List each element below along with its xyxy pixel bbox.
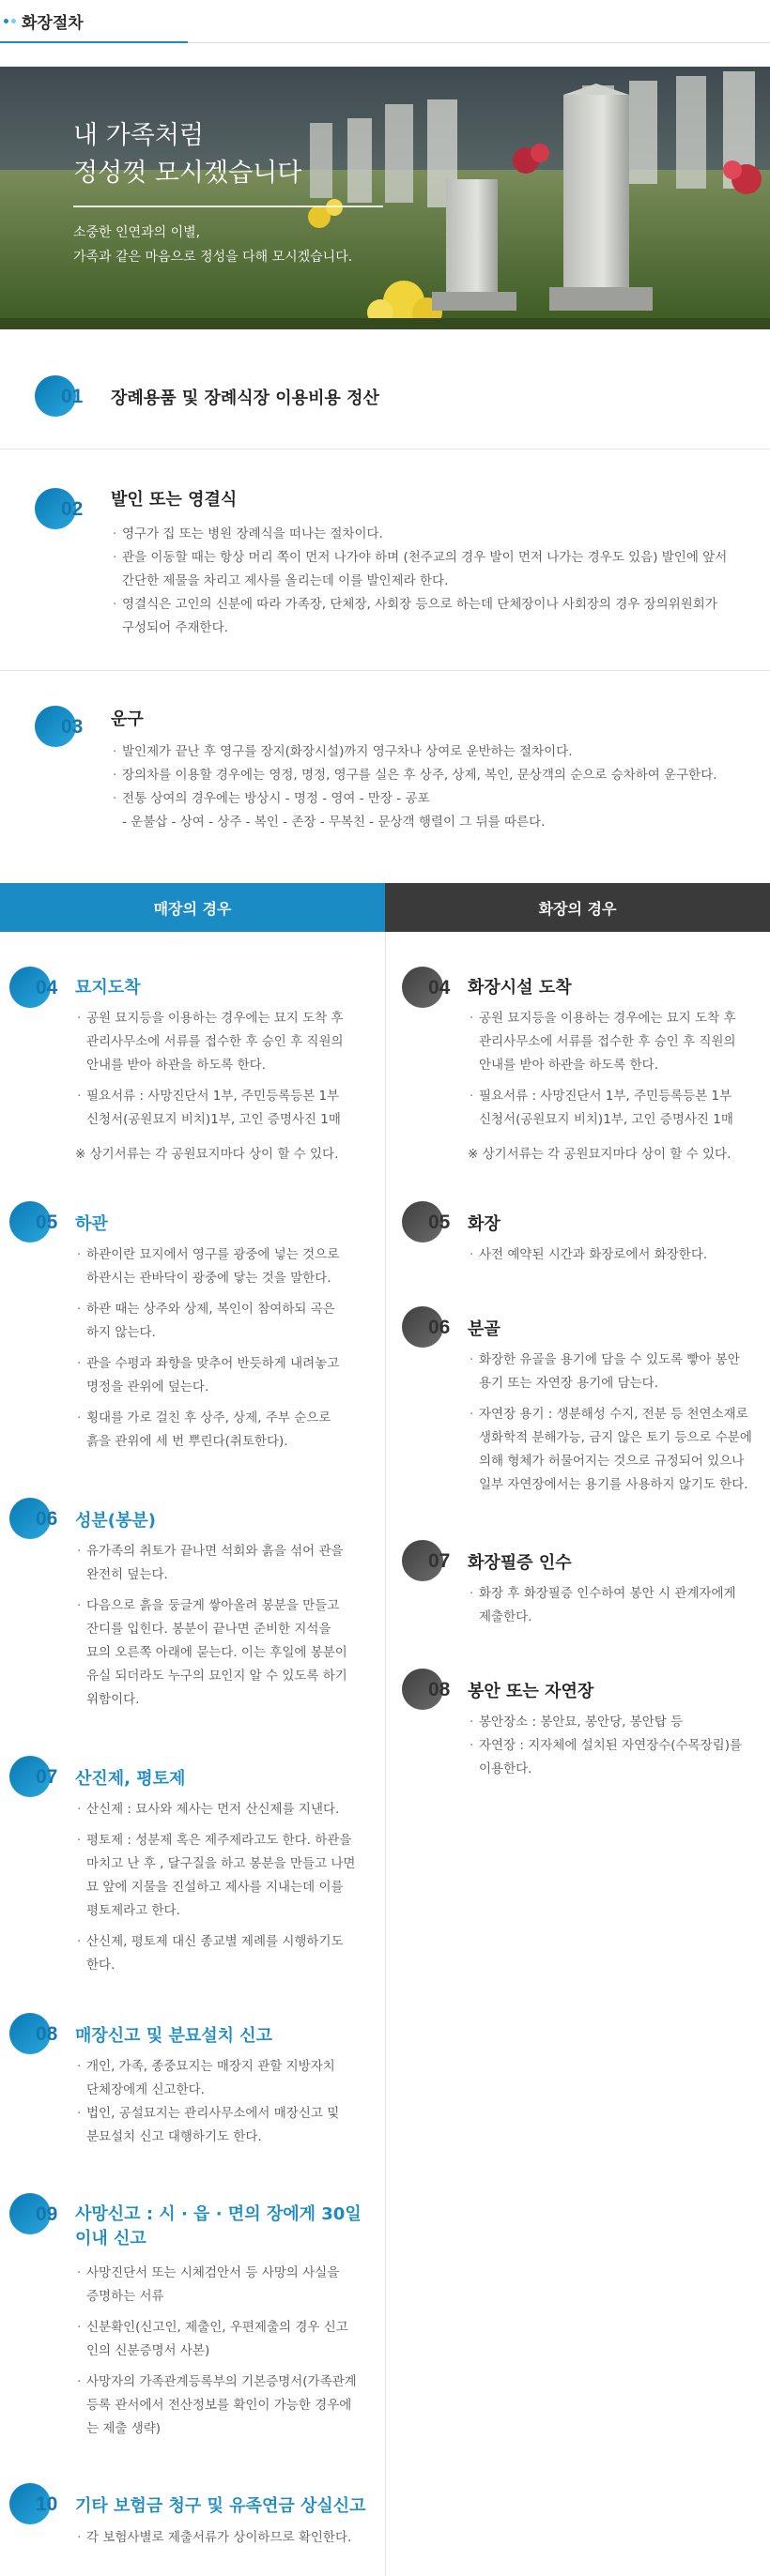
- list-item: · 횡대를 가로 걸친 후 상주, 상제, 주부 순으로: [75, 1407, 376, 1430]
- step-title: 장례용품 및 장례식장 이용비용 정산: [111, 389, 379, 408]
- list-item: · 화장한 유골을 용기에 담을 수 있도록 빻아 봉안: [468, 1349, 763, 1372]
- list-item: · 유가족의 취토가 끝나면 석회와 흙을 섞어 관을: [75, 1540, 376, 1563]
- list-item: 간단한 제물을 차리고 제사를 올리는데 이를 발인제라 한다.: [122, 573, 449, 588]
- list-item: · 필요서류 : 사망진단서 1부, 주민등록등본 1부: [468, 1085, 763, 1108]
- list-item: 분묘설치 신고 대행하기도 한다.: [86, 2129, 262, 2144]
- step-number-badge: 05: [9, 1201, 51, 1242]
- list-item: 관리사무소에 서류를 접수한 후 승인 후 직원의: [86, 1034, 344, 1049]
- list-item: · 사망진단서 또는 시체검안서 등 사망의 사실을: [75, 2262, 376, 2285]
- step-title: 매장신고 및 분묘설치 신고: [75, 2026, 273, 2046]
- list-item: 등록 관서에서 전산정보를 확인이 가능한 경우에: [86, 2398, 352, 2413]
- list-item: 평토제라고 한다.: [86, 1903, 180, 1918]
- section-divider: [0, 670, 770, 671]
- list-item: · 영구가 집 또는 병원 장례식을 떠나는 절차이다.: [111, 523, 749, 546]
- step-number-badge: 05: [402, 1201, 443, 1242]
- list-item: · 영결식은 고인의 신분에 따라 가족장, 단체장, 사회장 등으로 하는데 단체장이나 사회장의 경우 장의위원회가: [111, 593, 749, 617]
- step-title: 화장시설 도착: [468, 978, 572, 998]
- list-item: 의해 형체가 허물어지는 것으로 규정되어 있으나: [479, 1454, 745, 1469]
- list-item: · 관을 수평과 좌향을 맞추어 반듯하게 내려놓고: [75, 1352, 376, 1376]
- step-title: [75, 2203, 362, 2251]
- list-item: 관리사무소에 서류를 접수한 후 승인 후 직원의: [479, 1034, 736, 1049]
- step-detail-list: [468, 1582, 763, 1629]
- step-number-badge: 08: [9, 2013, 51, 2054]
- step-detail-list: [75, 2262, 376, 2441]
- hero-title: [73, 117, 301, 192]
- list-item: 이용한다.: [479, 1761, 532, 1776]
- list-item: · 신분확인(신고인, 제출인, 우편제출의 경우 신고: [75, 2316, 376, 2340]
- step-detail-list: [111, 523, 749, 640]
- list-item: · 평토제 : 성분제 혹은 제주제라고도 한다. 하관을: [75, 1829, 376, 1852]
- list-item: 위함이다.: [86, 1692, 140, 1707]
- list-item: · 자연장 : 지자체에 설치된 자연장수(수목장림)를: [468, 1734, 763, 1758]
- list-item: 하지 않는다.: [86, 1325, 156, 1340]
- list-item: · 각 보험사별로 제출서류가 상이하므로 확인한다.: [75, 2526, 376, 2550]
- list-item: 잔디를 입힌다. 봉분이 끝나면 준비한 지석을: [86, 1622, 331, 1637]
- list-item: 용기 또는 자연장 용기에 담는다.: [479, 1376, 658, 1391]
- step-title: 성분(봉분): [75, 1511, 157, 1531]
- list-item: 일부 자연장에서는 용기를 사용하지 않기도 한다.: [479, 1477, 748, 1492]
- list-item: 신청서(공원묘지 비치)1부, 고인 증명사진 1매: [86, 1112, 341, 1127]
- list-item: · 필요서류 : 사망진단서 1부, 주민등록등본 1부: [75, 1085, 376, 1108]
- step-detail-list: [75, 2526, 376, 2550]
- list-item: 증명하는 서류: [86, 2289, 164, 2304]
- tab-burial[interactable]: 매장의 경우: [0, 883, 385, 932]
- note-text: ※ 상기서류는 각 공원묘지마다 상이 할 수 있다.: [75, 1147, 339, 1162]
- step-title: 발인 또는 영결식: [111, 490, 238, 510]
- list-item: 인의 신분증명서 사본): [86, 2343, 210, 2358]
- step-detail-list: [468, 1007, 763, 1132]
- list-item: 명정을 관위에 덮는다.: [86, 1379, 209, 1395]
- list-item: 하관시는 관바닥이 광중에 닿는 것을 말한다.: [86, 1271, 331, 1286]
- list-item: · 개인, 가족, 종중묘지는 매장지 관할 지방자치: [75, 2055, 376, 2079]
- step-title: 분골: [468, 1319, 500, 1339]
- step-number-badge: 07: [402, 1540, 443, 1581]
- step-detail-list: [468, 1349, 763, 1497]
- step-title: 하관: [75, 1214, 108, 1234]
- list-item: · 관을 이동할 때는 항상 머리 쪽이 먼저 나가야 하며 (천주교의 경우 발이 먼저 나가는 경우도 있음) 발인에 앞서: [111, 546, 749, 570]
- cemetery-photo: [0, 67, 770, 329]
- list-item: 는 제출 생략): [86, 2421, 162, 2436]
- list-item: 마치고 난 후 , 달구질을 하고 봉분을 만들고 나면: [86, 1856, 356, 1871]
- step-number-badge: 07: [9, 1756, 51, 1797]
- hero-description: [73, 221, 352, 269]
- column-divider: [385, 932, 386, 2576]
- hero-title-line: 내 가족처럼: [73, 121, 204, 150]
- step-number-badge: 08: [402, 1669, 443, 1710]
- step-detail-list: [75, 2055, 376, 2149]
- list-item: · 봉안장소 : 봉안묘, 봉안당, 봉안탑 등: [468, 1711, 763, 1734]
- list-item: · 다음으로 흙을 둥글게 쌓아올려 봉분을 만들고: [75, 1594, 376, 1618]
- list-item: · 발인제가 끝난 후 영구를 장지(화장시설)까지 영구차나 상여로 운반하는 절차이다.: [111, 740, 759, 764]
- list-item: 묘의 오른쪽 아래에 묻는다. 이는 후일에 봉분이: [86, 1645, 347, 1660]
- step-detail-list: [75, 1243, 376, 1454]
- step-number-badge: 01: [35, 375, 76, 417]
- list-item: · 법인, 공설묘지는 관리사무소에서 매장신고 및: [75, 2102, 376, 2126]
- note-text: ※ 상기서류는 각 공원묘지마다 상이 할 수 있다.: [468, 1147, 732, 1162]
- hero-desc-line: 소중한 인연과의 이별,: [73, 225, 201, 240]
- list-item: 완전히 덮는다.: [86, 1567, 168, 1582]
- list-item: 한다.: [86, 1958, 116, 1973]
- list-item: · 공원 묘지등을 이용하는 경우에는 묘지 도착 후: [75, 1007, 376, 1030]
- step-title: 화장: [468, 1214, 500, 1234]
- list-item: · 산신제, 평토제 대신 종교별 제례를 시행하기도: [75, 1930, 376, 1954]
- step-title-line: 이내 신고: [75, 2229, 146, 2248]
- tab-dots-icon: [4, 19, 16, 23]
- list-item: · 사전 예약된 시간과 화장로에서 화장한다.: [468, 1243, 763, 1267]
- step-title-line: 사망신고 : 시 · 읍 · 면의 장에게 30일: [75, 2204, 362, 2224]
- list-item: 묘 앞에 지물을 진설하고 제사를 지내는데 이를: [86, 1880, 344, 1895]
- hero-divider: [73, 206, 383, 207]
- section-divider: [0, 449, 770, 450]
- step-number-badge: 02: [35, 488, 76, 529]
- list-item: 신청서(공원묘지 비치)1부, 고인 증명사진 1매: [479, 1112, 733, 1127]
- list-item: - 운불삽 - 상여 - 상주 - 복인 - 존장 - 무복친 - 문상객 행렬이 그 뒤를 따른다.: [122, 815, 546, 830]
- list-item: · 산신제 : 묘사와 제사는 먼저 산신제를 지낸다.: [75, 1798, 376, 1821]
- step-title: 봉안 또는 자연장: [468, 1682, 594, 1701]
- step-detail-list: [75, 1540, 376, 1712]
- list-item: · 화장 후 화장필증 인수하여 봉안 시 관계자에게: [468, 1582, 763, 1606]
- list-item: · 전통 상여의 경우에는 방상시 - 명정 - 영여 - 만장 - 공포: [111, 787, 759, 811]
- step-detail-list: [468, 1243, 763, 1267]
- tab-cremation-procedure[interactable]: [0, 0, 188, 43]
- list-item: 생화학적 분해가능, 금지 않은 토기 등으로 수분에: [479, 1430, 752, 1445]
- step-detail-list: [468, 1711, 763, 1781]
- list-item: 구성되어 주재한다.: [122, 620, 228, 635]
- hero-title-line: 정성껏 모시겠습니다: [73, 159, 302, 188]
- step-title: 묘지도착: [75, 978, 141, 998]
- step-number-badge: 04: [402, 967, 443, 1008]
- step-number-badge: 09: [9, 2193, 51, 2234]
- list-item: 제출한다.: [479, 1609, 532, 1624]
- list-item: 흙을 관위에 세 번 뿌린다(취토한다).: [86, 1434, 288, 1449]
- step-title: 산진제, 평토제: [75, 1769, 186, 1789]
- list-item: 안내를 받아 하관을 하도록 한다.: [479, 1058, 658, 1073]
- tab-cremation[interactable]: 화장의 경우: [385, 883, 770, 932]
- step-number-badge: 06: [9, 1498, 51, 1539]
- tab-label: 화장절차: [22, 13, 84, 33]
- step-number-badge: 04: [9, 967, 51, 1008]
- step-detail-list: [75, 1007, 376, 1132]
- list-item: · 사망자의 가족관계등록부의 기본증명서(가족관계: [75, 2370, 376, 2394]
- step-number-badge: 06: [402, 1306, 443, 1348]
- list-item: 안내를 받아 하관을 하도록 한다.: [86, 1058, 266, 1073]
- list-item: · 자연장 용기 : 생분해성 수지, 전분 등 천연소재로: [468, 1403, 763, 1426]
- list-item: 단체장에게 신고한다.: [86, 2082, 205, 2097]
- step-title: 기타 보험금 청구 및 유족연금 상실신고: [75, 2496, 366, 2516]
- step-detail-list: [75, 1798, 376, 1977]
- step-number-badge: 03: [35, 706, 76, 747]
- hero-desc-line: 가족과 같은 마음으로 정성을 다해 모시겠습니다.: [73, 250, 353, 265]
- hero-banner: [0, 67, 770, 329]
- step-detail-list: [111, 740, 759, 834]
- step-number-badge: 10: [9, 2483, 51, 2524]
- list-item: · 하관 때는 상주와 상제, 복인이 참여하되 곡은: [75, 1298, 376, 1321]
- list-item: · 하관이란 묘지에서 영구를 광중에 넣는 것으로: [75, 1243, 376, 1267]
- step-title: 운구: [111, 709, 144, 729]
- step-title: 화장필증 인수: [468, 1553, 572, 1573]
- list-item: · 공원 묘지등을 이용하는 경우에는 묘지 도착 후: [468, 1007, 763, 1030]
- list-item: · 장의차를 이용할 경우에는 영정, 명정, 영구를 실은 후 상주, 상제, 복인, 문상객의 순으로 승차하여 운구한다.: [111, 764, 759, 787]
- list-item: 유실 되더라도 누구의 묘인지 알 수 있도록 하기: [86, 1669, 347, 1684]
- tab-bar: [0, 0, 770, 43]
